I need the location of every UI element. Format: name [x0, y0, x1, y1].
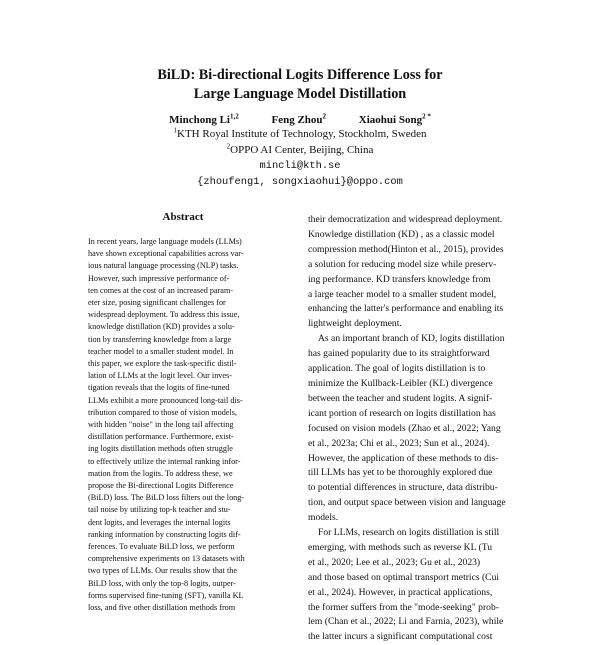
abstract-line: eter size, posing significant challenges for: [88, 298, 226, 308]
author-2: [272, 113, 327, 127]
body-line: has gained popularity due to its straightforward: [308, 348, 490, 360]
body-line: lem (Chan et al., 2022; Li and Farnia, 2023), while: [308, 616, 504, 628]
body-line: a large teacher model to a smaller student model,: [308, 288, 497, 300]
body-line: their democratization and widespread deployment.: [308, 214, 503, 225]
body-line: For LLMs, research on logits distillation is still: [318, 527, 500, 539]
body-line: a solution for reducing model size while preserv-: [308, 258, 497, 270]
abstract-line: tigation reveals that the logits of fine-tuned: [88, 383, 230, 393]
affiliation-mark: 2: [226, 142, 231, 151]
author-name: Xiaohui Song: [358, 114, 423, 126]
body-line: to potential differences in structure, data distribu-: [308, 482, 498, 494]
abstract-line: LLMs exhibit a more pronounced long-tail dis-: [88, 395, 243, 405]
author-3: [359, 113, 431, 127]
author-name: Minchong Li: [169, 114, 230, 126]
affiliation-1: [0, 127, 600, 142]
body-line: et al., 2023a; Chi et al., 2023; Sun et al., 2024).: [308, 437, 490, 449]
abstract-line: BiLD loss, with only the top-8 logits, outper-: [88, 578, 236, 588]
body-line: emerging, with methods such as reverse KL (Tu: [308, 541, 493, 553]
title-line-2: Large Language Model Distillation: [193, 86, 407, 102]
body-line: tion, and output space between vision and language: [308, 497, 506, 509]
author-1: [169, 113, 239, 127]
abstract-line: However, such impressive performance of-: [88, 273, 230, 283]
affiliation-2: [0, 143, 600, 158]
body-line: minimize the Kullback-Leibler (KL) divergence: [308, 377, 493, 389]
author-affil-mark: 1,2: [230, 112, 239, 121]
affiliation-text: OPPO AI Center, Beijing, China: [230, 144, 374, 156]
abstract-line: dent logits, and leverages the internal logits: [88, 517, 231, 527]
affiliation-mark: 1: [173, 126, 178, 135]
affiliation-text: KTH Royal Institute of Technology, Stockholm, Sweden: [177, 128, 427, 140]
author-name: Feng Zhou: [271, 114, 323, 126]
author-affil-mark: 2: [322, 112, 327, 121]
body-line: enhancing the latter's performance and enabling its: [308, 303, 504, 315]
abstract-line: tail noise by utilizing top-k teacher and stu-: [88, 505, 231, 515]
body-line: icant portion of research on logits distillation has: [308, 407, 496, 419]
body-line: et al., 2020; Lee et al., 2023; Gu et al., 2023): [308, 556, 481, 568]
body-line: ing performance. KD transfers knowledge from: [308, 273, 491, 285]
abstract-line: widespread deployment. To address this issue,: [88, 310, 240, 320]
abstract-line: ious natural language processing (NLP) tasks.: [88, 261, 239, 271]
body-line: et al., 2024). However, in practical applications,: [308, 586, 493, 598]
abstract-line: In recent years, large language models (LLMs): [88, 237, 242, 246]
abstract-line: ranking information by constructing logits dif-: [88, 529, 241, 539]
abstract-line: have shown exceptional capabilities across var-: [88, 249, 244, 259]
abstract-line: ten comes at the cost of an increased param-: [88, 285, 234, 295]
body-line: and those based on optimal transport metrics (Cui: [308, 571, 500, 583]
body-line: models.: [308, 512, 339, 524]
abstract-line: to effectively utilize the internal ranking infor-: [88, 456, 241, 466]
abstract-line: forms supervised fine-tuning (SFT), vanilla KL: [88, 590, 244, 600]
body-line: As an important branch of KD, logits distillation: [318, 333, 505, 345]
abstract-body: [88, 236, 281, 614]
email-primary: mincli@kth.se: [259, 160, 341, 172]
email-secondary: {zhoufeng1, songxiaohui}@oppo.com: [197, 176, 403, 188]
abstract-line: tion by transferring knowledge from a large: [88, 334, 232, 344]
body-line: focused on vision models (Zhao et al., 2022; Yang: [308, 422, 501, 434]
body-line: compression method(Hinton et al., 2015), provides: [308, 243, 504, 255]
abstract-line: mation from the logits. To address these, we: [88, 468, 233, 478]
introduction-body: [308, 213, 530, 645]
body-line: However, the application of these methods to dis-: [308, 452, 499, 464]
abstract-line: knowledge distillation (KD) provides a solu-: [88, 322, 235, 332]
abstract-line: ferences. To evaluate BiLD loss, we perform: [88, 542, 235, 552]
body-line: the latter incurs a significant computational cost: [308, 631, 493, 643]
abstract-heading: Abstract: [162, 211, 204, 223]
abstract-line: (BiLD) loss. The BiLD loss filters out the long-: [88, 493, 245, 503]
abstract-line: with hidden "noise" in the long tail affecting: [88, 420, 234, 430]
abstract-line: propose the Bi-directional Logits Difference: [88, 481, 234, 491]
body-line: between the teacher and student logits. A signif-: [308, 392, 493, 404]
abstract-line: tribution compared to those of vision models,: [88, 407, 237, 417]
title-line-1: BiLD: Bi-directional Logits Difference Loss for: [157, 67, 443, 83]
body-line: till LLMs has yet to be thoroughly explored due: [308, 467, 493, 479]
author-list: [0, 113, 600, 127]
abstract-line: two types of LLMs. Our results show that the: [88, 566, 237, 576]
abstract-line: teacher model to a smaller student model. In: [88, 346, 234, 356]
abstract-line: comprehensive experiments on 13 datasets with: [88, 554, 245, 564]
body-line: Knowledge distillation (KD) , as a classic model: [308, 228, 495, 240]
abstract-line: distillation performance. Furthermore, exist-: [88, 432, 234, 442]
abstract-line: lation of LLMs at the logit level. Our inves-: [88, 371, 232, 381]
body-line: application. The goal of logits distillation is to: [308, 363, 486, 375]
paper-title: [0, 66, 600, 104]
abstract-line: this paper, we explore the task-specific distil-: [88, 359, 237, 369]
body-line: the former suffers from the "mode-seeking" prob-: [308, 601, 499, 613]
abstract-line: loss, and five other distillation methods from: [88, 603, 236, 613]
author-affil-mark: 2 *: [422, 112, 431, 121]
body-line: lightweight deployment.: [308, 318, 402, 330]
abstract-line: ing logits distillation methods often struggle: [88, 444, 233, 454]
